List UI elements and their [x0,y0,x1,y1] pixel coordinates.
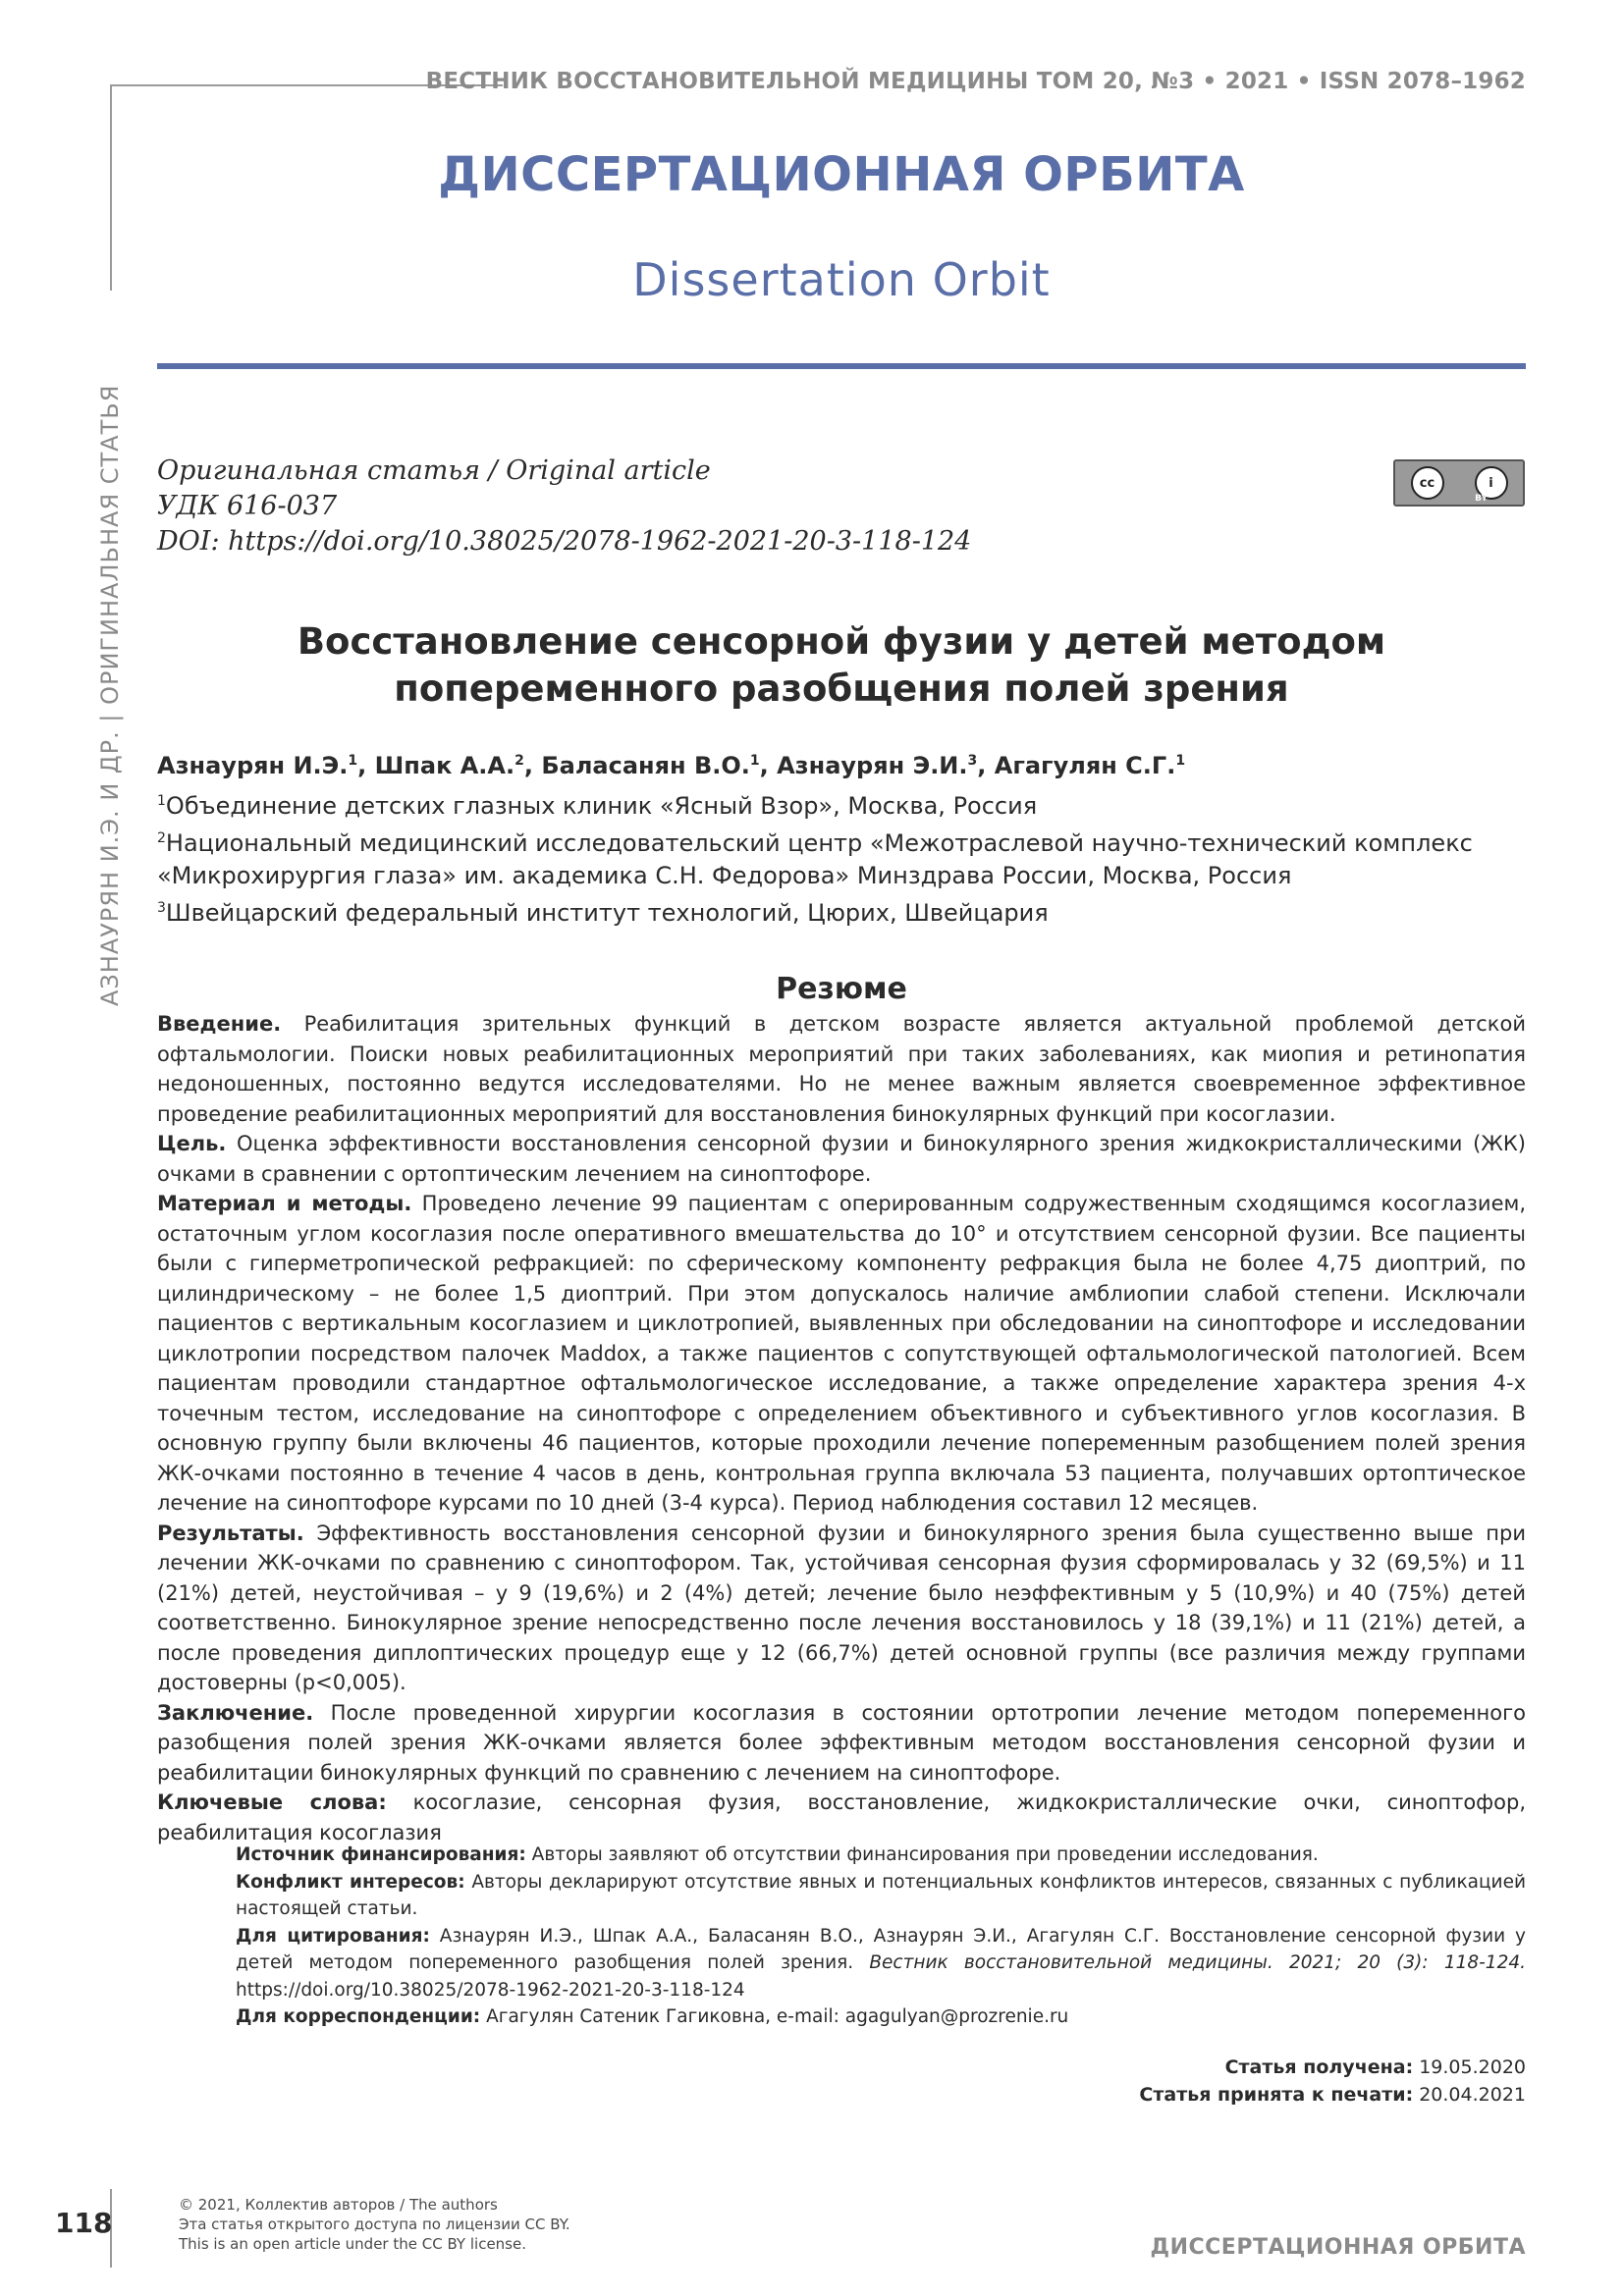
abstract-heading: Резюме [776,972,907,1006]
conflict-note: Конфликт интересов: Авторы декларируют отсутствие явных и потенциальных конфликтов интересов, связанных с публикацией настоящей статьи. [236,1871,1526,1919]
affiliation: $^3$Швейцарский федеральный институт технологий, Цюрих, Швейцария [157,899,1049,927]
abstract-introduction: Введение. Реабилитация зрительных функций в детском возрасте является актуальной проблемой детской офтальмологии. Поиски новых реабилитационных мероприятий при таких заболеваниях, как миопия и ретинопатия недоношенных, постоянно ведутся исследователями. Но не менее важным является своевременное эффективное проведение реабилитационных мероприятий для восстановления бинокулярных функций при косоглазии. [157,1012,1526,1126]
article-notes [236,1842,1526,2031]
affiliations [157,785,1526,930]
journal-header: ВЕСТНИК ВОССТАНОВИТЕЛЬНОЙ МЕДИЦИНЫ ТОМ 20, №3 • 2021 • ISSN 2078–1962 [425,69,1526,94]
affiliation: $^2$Национальный медицинский исследовательский центр «Межотраслевой научно-технический комплекс «Микрохирургия глаза» им. академика С.Н. Федорова» Минздрава России, Москва, Россия [157,829,1473,889]
author-list [157,752,1185,779]
abstract-conclusion: Заключение. После проведенной хирургии косоглазия в состоянии ортотропии лечение методом попеременного разобщения полей зрения ЖК-очками является более эффективным методом восстановления сенсорной фузии и реабилитации бинокулярных функций по сравнению с лечением на синоптофоре. [157,1700,1526,1785]
attribution-icon: i [1475,466,1508,500]
article-type: Оригинальная статья / Original article [157,455,711,486]
by-label: BY [1475,494,1488,504]
correspondence-note: Для корреспонденции: Агагулян Сатеник Гагиковна, e-mail: agagulyan@prozrenie.ru [236,2006,1069,2027]
author: Агагулян С.Г.$^1$ [994,752,1186,779]
author: Шпак А.А.$^2$, [374,752,542,779]
frame-line-left [110,84,112,291]
accepted-date: Статья принята к печати: 20.04.2021 [1139,2084,1526,2106]
abstract [157,1009,1526,1847]
abstract-aim: Цель. Оценка эффективности восстановления сенсорной фузии и бинокулярного зрения жидкокристаллическими (ЖК) очками в сравнении с ортоптическим лечением на синоптофоре. [157,1132,1526,1186]
article-title [157,618,1526,713]
article-dates [1139,2054,1526,2109]
udk: УДК 616-037 [157,491,338,521]
footer-section-name: ДИССЕРТАЦИОННАЯ ОРБИТА [1150,2235,1526,2260]
author: Баласанян В.О.$^1$, [541,752,778,779]
abstract-results: Результаты. Эффективность восстановления сенсорной фузии и бинокулярного зрения была существенно выше при лечении ЖК-очками по сравнению с синоптофором. Так, устойчивая сенсорная фузия сформировалась у 32 (69,5%) и 11 (21%) детей, неустойчивая – у 9 (19,6%) и 2 (4%) детей; лечение было неэффективным у 5 (10,9%) и 40 (75%) детей соответственно. Бинокулярное зрение непосредственно после лечения восстановилось у 18 (39,1%) и 11 (21%) детей, а после проведения диплоптических процедур еще у 12 (66,7%) детей основной группы (все различия между группами достоверны (p<0,005). [157,1521,1526,1694]
abstract-keywords: Ключевые слова: косоглазие, сенсорная фузия, восстановление, жидкокристаллические очки, синоптофор, реабилитация косоглазия [157,1790,1526,1844]
citation-note: Для цитирования: Азнаурян И.Э., Шпак А.А., Баласанян В.О., Азнаурян Э.И., Агагулян С.Г. Восстановление сенсорной фузии у детей методом попеременного разобщения полей зрения. Вестник восстановительной медицины. 2021; 20 (3): 118-124. https://doi.org/10.38025/2078-1962-2021-20-3-118-124 [236,1925,1526,2001]
article-title-line: Восстановление сенсорной фузии у детей методом [297,620,1386,663]
citation-doi-link[interactable]: https://doi.org/10.38025/2078-1962-2021-20-3-118-124 [236,1979,745,2001]
section-rule [157,363,1526,369]
article-title-line: попеременного разобщения полей зрения [394,667,1289,710]
license-ru: Эта статья открытого доступа по лицензии CC BY. [179,2216,570,2233]
doi-link[interactable]: DOI: https://doi.org/10.38025/2078-1962-2021-20-3-118-124 [157,526,972,557]
article-meta [157,454,971,560]
cc-by-license-badge[interactable] [1393,459,1525,507]
abstract-methods: Материал и методы. Проведено лечение 99 пациентам с оперированным содружественным сходящимся косоглазием, остаточным углом косоглазия после оперативного вмешательства до 10° и отсутствием сенсорной фузии. Все пациенты были с гиперметропической рефракцией: по сферическому компоненту рефракция была не более 4,75 диоптрий, по цилиндрическому – не более 1,5 диоптрий. При этом допускалось наличие амблиопии слабой степени. Исключали пациентов с вертикальным косоглазием и циклотропией, выявленных при обследовании на синоптофоре и исследовании циклотропии посредством палочек Maddox, а также пациентов с сопутствующей офтальмологической патологией. Всем пациентам проводили стандартное офтальмологическое исследование, а также определение характера зрения 4-х точечным тестом, исследование на синоптофоре с определением объективного и субъективного углов косоглазия. В основную группу были включены 46 пациентов, которые проходили лечение попеременным разобщением полей зрения ЖК-очками постоянно в течение 4 часов в день, контрольная группа включала 53 пациента, получавших ортоптическое лечение на синоптофоре курсами по 10 дней (3-4 курса). Период наблюдения составил 12 месяцев. [157,1192,1527,1515]
side-label: АЗНАУРЯН И.Э. И ДР. | ОРИГИНАЛЬНАЯ СТАТЬЯ [96,384,124,1006]
page-number: 118 [55,2207,113,2239]
section-title: ДИССЕРТАЦИОННАЯ ОРБИТА [438,147,1245,202]
affiliation: $^1$Объединение детских глазных клиник «Ясный Взор», Москва, Россия [157,792,1038,820]
received-date: Статья получена: 19.05.2020 [1224,2056,1526,2078]
funding-note: Источник финансирования: Авторы заявляют об отсутствии финансирования при проведении исследования. [236,1844,1319,1865]
author: Азнаурян Э.И.$^3$, [777,752,995,779]
copyright: © 2021, Коллектив авторов / The authors [179,2196,498,2214]
license-en: This is an open article under the CC BY license. [179,2235,526,2253]
author: Азнаурян И.Э.$^1$, [157,752,375,779]
cc-icon: cc [1411,466,1444,500]
footer-license [179,2195,570,2254]
section-subtitle: Dissertation Orbit [632,253,1051,306]
